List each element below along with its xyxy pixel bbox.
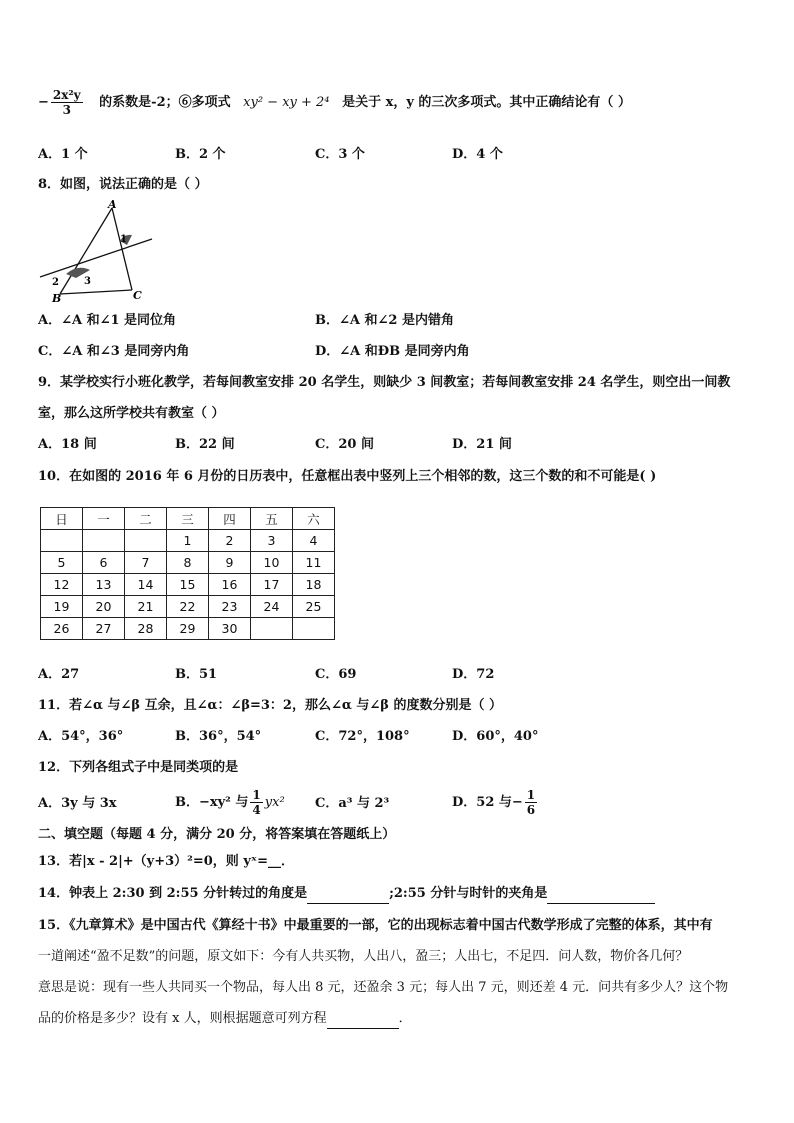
calendar-cell: 8 bbox=[167, 552, 209, 574]
q7-option-b[interactable]: B．2 个 bbox=[175, 147, 226, 162]
calendar-cell: 3 bbox=[251, 530, 293, 552]
calendar-row bbox=[41, 596, 335, 618]
calendar-cell bbox=[83, 530, 125, 552]
calendar-cell bbox=[125, 530, 167, 552]
calendar-cell: 17 bbox=[251, 574, 293, 596]
fraction-denominator: 4 bbox=[252, 803, 261, 817]
q14-text-b: ;2:55 分针与时针的夹角是 bbox=[389, 886, 548, 901]
calendar-cell: 26 bbox=[41, 618, 83, 640]
fraction-denominator: 6 bbox=[526, 803, 536, 817]
q9-option-d[interactable]: D．21 间 bbox=[452, 437, 512, 452]
calendar-cell: 13 bbox=[83, 574, 125, 596]
label-c: C bbox=[133, 289, 142, 302]
calendar-cell: 24 bbox=[251, 596, 293, 618]
calendar-cell: 16 bbox=[209, 574, 251, 596]
q10-option-b[interactable]: B．51 bbox=[175, 667, 218, 682]
q9-line-2: 室，那么这所学校共有教室（ ） bbox=[38, 406, 225, 421]
calendar-cell: 28 bbox=[125, 618, 167, 640]
q12-option-d[interactable] bbox=[452, 788, 539, 817]
q9-option-c[interactable]: C．20 间 bbox=[315, 437, 374, 452]
calendar-cell bbox=[251, 618, 293, 640]
q7-option-a[interactable]: A．1 个 bbox=[38, 147, 88, 162]
q7-text-a: 的系数是-2；⑥多项式 bbox=[99, 95, 231, 110]
q7-line bbox=[38, 88, 631, 117]
calendar-cell: 一 bbox=[83, 508, 125, 530]
q12-option-a[interactable]: A．3y 与 3x bbox=[38, 796, 117, 811]
q8-option-c[interactable]: C．∠A 和∠3 是同旁内角 bbox=[38, 344, 190, 359]
q8-option-a[interactable]: A．∠A 和∠1 是同位角 bbox=[38, 313, 177, 328]
calendar-cell: 27 bbox=[83, 618, 125, 640]
calendar-cell: 11 bbox=[293, 552, 335, 574]
calendar-cell: 1 bbox=[167, 530, 209, 552]
calendar-cell: 9 bbox=[209, 552, 251, 574]
fraction-numerator: 1 bbox=[526, 788, 536, 802]
calendar-cell bbox=[41, 530, 83, 552]
q15-line-1: 15．《九章算术》是中国古代《算经十书》中最重要的一部，它的出现标志着中国古代数学形成了完整的体系，其中有 bbox=[38, 918, 713, 933]
q7-option-d[interactable]: D．4 个 bbox=[452, 147, 503, 162]
q14-text-a: 14．钟表上 2:30 到 2:55 分针转过的角度是 bbox=[38, 886, 308, 901]
q11-option-b[interactable]: B．36°，54° bbox=[175, 729, 262, 744]
triangle-figure bbox=[36, 198, 166, 306]
calendar-header-row bbox=[41, 508, 335, 530]
calendar-cell: 18 bbox=[293, 574, 335, 596]
calendar-cell: 六 bbox=[293, 508, 335, 530]
q12-option-b[interactable] bbox=[175, 788, 285, 817]
q12-option-c[interactable]: C．a³ 与 2³ bbox=[315, 796, 390, 811]
calendar-row bbox=[41, 574, 335, 596]
q12-option-d-pre: D．52 与− bbox=[452, 795, 523, 810]
calendar-cell: 日 bbox=[41, 508, 83, 530]
fraction bbox=[250, 788, 262, 817]
calendar-cell: 21 bbox=[125, 596, 167, 618]
calendar-cell: 5 bbox=[41, 552, 83, 574]
q9-line-1: 9．某学校实行小班化教学，若每间教室安排 20 名学生，则缺少 3 间教室；若每间教室安排 24 名学生，则空出一间教 bbox=[38, 375, 731, 390]
q11-option-c[interactable]: C．72°，108° bbox=[315, 729, 410, 744]
calendar-cell: 19 bbox=[41, 596, 83, 618]
q8-option-b[interactable]: B．∠A 和∠2 是内错角 bbox=[315, 313, 454, 328]
calendar-row bbox=[41, 618, 335, 640]
fraction-denominator: 3 bbox=[62, 103, 71, 117]
calendar-cell: 2 bbox=[209, 530, 251, 552]
label-1: 1 bbox=[120, 234, 127, 245]
q15-line-3: 意思是说：现有一些人共同买一个物品，每人出 8 元，还盈余 3 元；每人出 7 元，则还差 4 元．问共有多少人？这个物 bbox=[38, 980, 729, 995]
section-heading: 二、填空题（每题 4 分，满分 20 分，将答案填在答题纸上） bbox=[38, 827, 396, 842]
q10-option-a[interactable]: A．27 bbox=[38, 667, 80, 682]
calendar-cell: 五 bbox=[251, 508, 293, 530]
calendar-cell: 30 bbox=[209, 618, 251, 640]
calendar-table bbox=[40, 507, 335, 640]
calendar-cell: 12 bbox=[41, 574, 83, 596]
q10-option-c[interactable]: C．69 bbox=[315, 667, 357, 682]
calendar-cell: 7 bbox=[125, 552, 167, 574]
calendar-cell: 22 bbox=[167, 596, 209, 618]
calendar-cell: 四 bbox=[209, 508, 251, 530]
q15-line-2: 一道阐述“盈不足数”的问题，原文如下：今有人共买物，人出八，盈三；人出七，不足四．问人数，物价各几何？ bbox=[38, 949, 689, 964]
calendar-cell: 23 bbox=[209, 596, 251, 618]
q12-option-b-pre: B．−xy² 与 bbox=[175, 795, 249, 810]
q10-stem: 10．在如图的 2016 年 6 月份的日历表中，任意框出表中竖列上三个相邻的数，这三个数的和不可能是( ) bbox=[38, 469, 657, 484]
q14-stem bbox=[38, 885, 655, 904]
calendar-cell: 14 bbox=[125, 574, 167, 596]
label-2: 2 bbox=[52, 277, 59, 288]
answer-blank[interactable] bbox=[307, 885, 389, 904]
minus-sign: − bbox=[38, 95, 49, 110]
q9-option-b[interactable]: B．22 间 bbox=[175, 437, 235, 452]
calendar-cell: 二 bbox=[125, 508, 167, 530]
calendar-cell: 4 bbox=[293, 530, 335, 552]
q8-stem: 8．如图，说法正确的是（ ） bbox=[38, 177, 208, 192]
q8-option-d[interactable]: D．∠A 和ÐB 是同旁内角 bbox=[315, 344, 470, 359]
calendar-cell: 三 bbox=[167, 508, 209, 530]
calendar-row bbox=[41, 552, 335, 574]
q10-option-d[interactable]: D．72 bbox=[452, 667, 495, 682]
calendar-cell: 20 bbox=[83, 596, 125, 618]
q13-stem: 13．若|x - 2|+（y+3）²=0，则 yˣ=__． bbox=[38, 854, 294, 869]
label-b: B bbox=[52, 292, 62, 305]
answer-blank[interactable] bbox=[327, 1010, 399, 1029]
q7-text-b: 是关于 x，y 的三次多项式。其中正确结论有（ ） bbox=[342, 95, 631, 110]
calendar-row bbox=[41, 530, 335, 552]
calendar-cell: 6 bbox=[83, 552, 125, 574]
calendar-cell: 10 bbox=[251, 552, 293, 574]
q12-option-b-post: yx² bbox=[264, 795, 285, 810]
fraction bbox=[525, 788, 537, 817]
label-3: 3 bbox=[84, 276, 91, 287]
fraction bbox=[51, 88, 83, 117]
label-a: A bbox=[108, 198, 117, 211]
answer-blank[interactable] bbox=[547, 885, 655, 904]
fraction-numerator: 2x²y bbox=[52, 88, 81, 102]
calendar-cell: 29 bbox=[167, 618, 209, 640]
q15-line-4 bbox=[38, 1010, 412, 1029]
q11-stem: 11．若∠α 与∠β 互余，且∠α：∠β=3：2，那么∠α 与∠β 的度数分别是（ ） bbox=[38, 698, 502, 713]
polynomial-expression: xy² − xy + 2⁴ bbox=[243, 95, 330, 110]
q11-option-d[interactable]: D．60°，40° bbox=[452, 729, 539, 744]
calendar-cell: 15 bbox=[167, 574, 209, 596]
q7-option-c[interactable]: C．3 个 bbox=[315, 147, 365, 162]
q15-text-b: ． bbox=[398, 1011, 412, 1026]
calendar-cell bbox=[293, 618, 335, 640]
q15-text-a: 品的价格是多少？设有 x 人，则根据题意可列方程 bbox=[38, 1011, 327, 1026]
q11-option-a[interactable]: A．54°，36° bbox=[38, 729, 124, 744]
q9-option-a[interactable]: A．18 间 bbox=[38, 437, 97, 452]
calendar-cell: 25 bbox=[293, 596, 335, 618]
fraction-numerator: 1 bbox=[252, 788, 261, 802]
q12-stem: 12．下列各组式子中是同类项的是 bbox=[38, 760, 239, 775]
